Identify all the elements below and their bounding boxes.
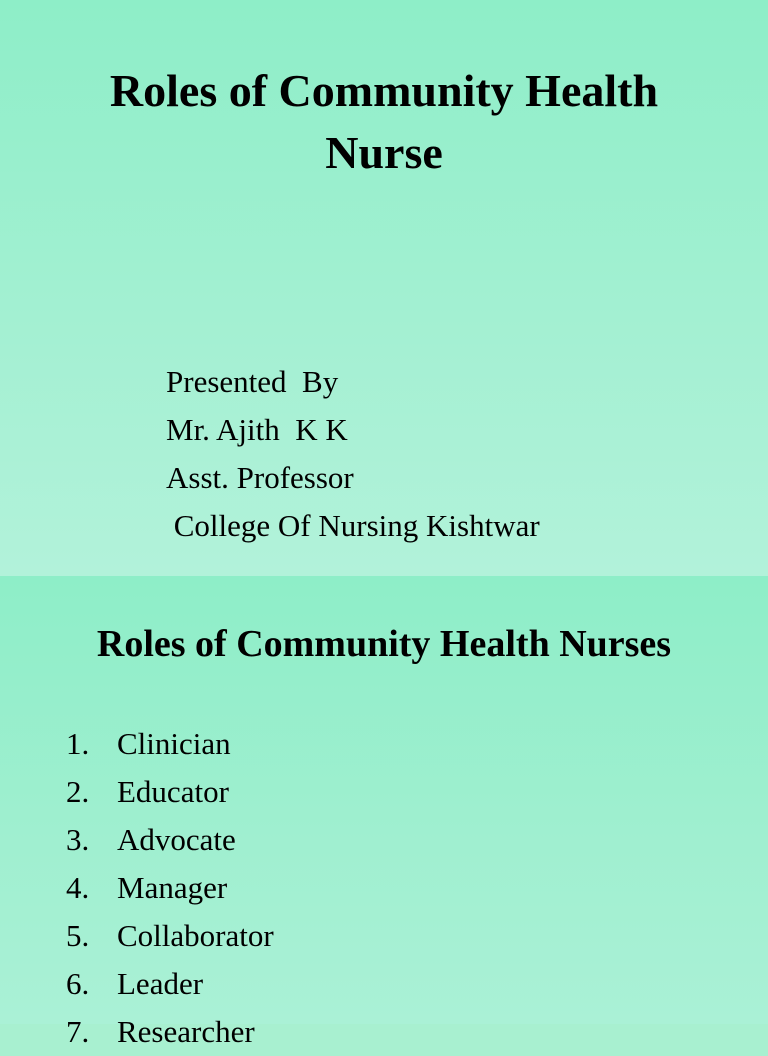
- list-item-number: 3.: [66, 822, 90, 857]
- list-item-label: Educator: [117, 774, 229, 809]
- presenter-info: [166, 358, 540, 550]
- roles-list: [66, 720, 274, 1056]
- list-item: [66, 960, 274, 1008]
- list-item-label: Manager: [117, 870, 228, 905]
- list-item: [66, 720, 274, 768]
- list-item-label: Advocate: [117, 822, 236, 857]
- list-item-label: Researcher: [117, 1014, 255, 1049]
- presenter-designation: Asst. Professor: [166, 460, 354, 495]
- list-item-number: 6.: [66, 966, 90, 1001]
- list-item: [66, 1008, 274, 1056]
- list-item: [66, 816, 274, 864]
- list-item-label: Clinician: [117, 726, 231, 761]
- list-item-number: 2.: [66, 774, 90, 809]
- list-item: [66, 768, 274, 816]
- list-item-label: Leader: [117, 966, 204, 1001]
- list-item-label: Collaborator: [117, 918, 274, 953]
- list-item-number: 4.: [66, 870, 90, 905]
- list-item: [66, 864, 274, 912]
- presenter-name: Mr. Ajith K K: [166, 412, 348, 447]
- roles-slide: [0, 576, 768, 1049]
- presenter-institution: College Of Nursing Kishtwar: [166, 508, 540, 543]
- slide-title-line-1: Roles of Community Health: [109, 65, 659, 116]
- presented-by-label: Presented By: [166, 364, 339, 399]
- roles-slide-title: Roles of Community Health Nurses: [96, 623, 672, 665]
- list-item: [66, 912, 274, 960]
- slide-title-line-2: Nurse: [325, 127, 443, 178]
- slide-title: [0, 60, 768, 184]
- list-item-number: 7.: [66, 1014, 90, 1049]
- list-item-number: 5.: [66, 918, 90, 953]
- list-item-number: 1.: [66, 726, 90, 761]
